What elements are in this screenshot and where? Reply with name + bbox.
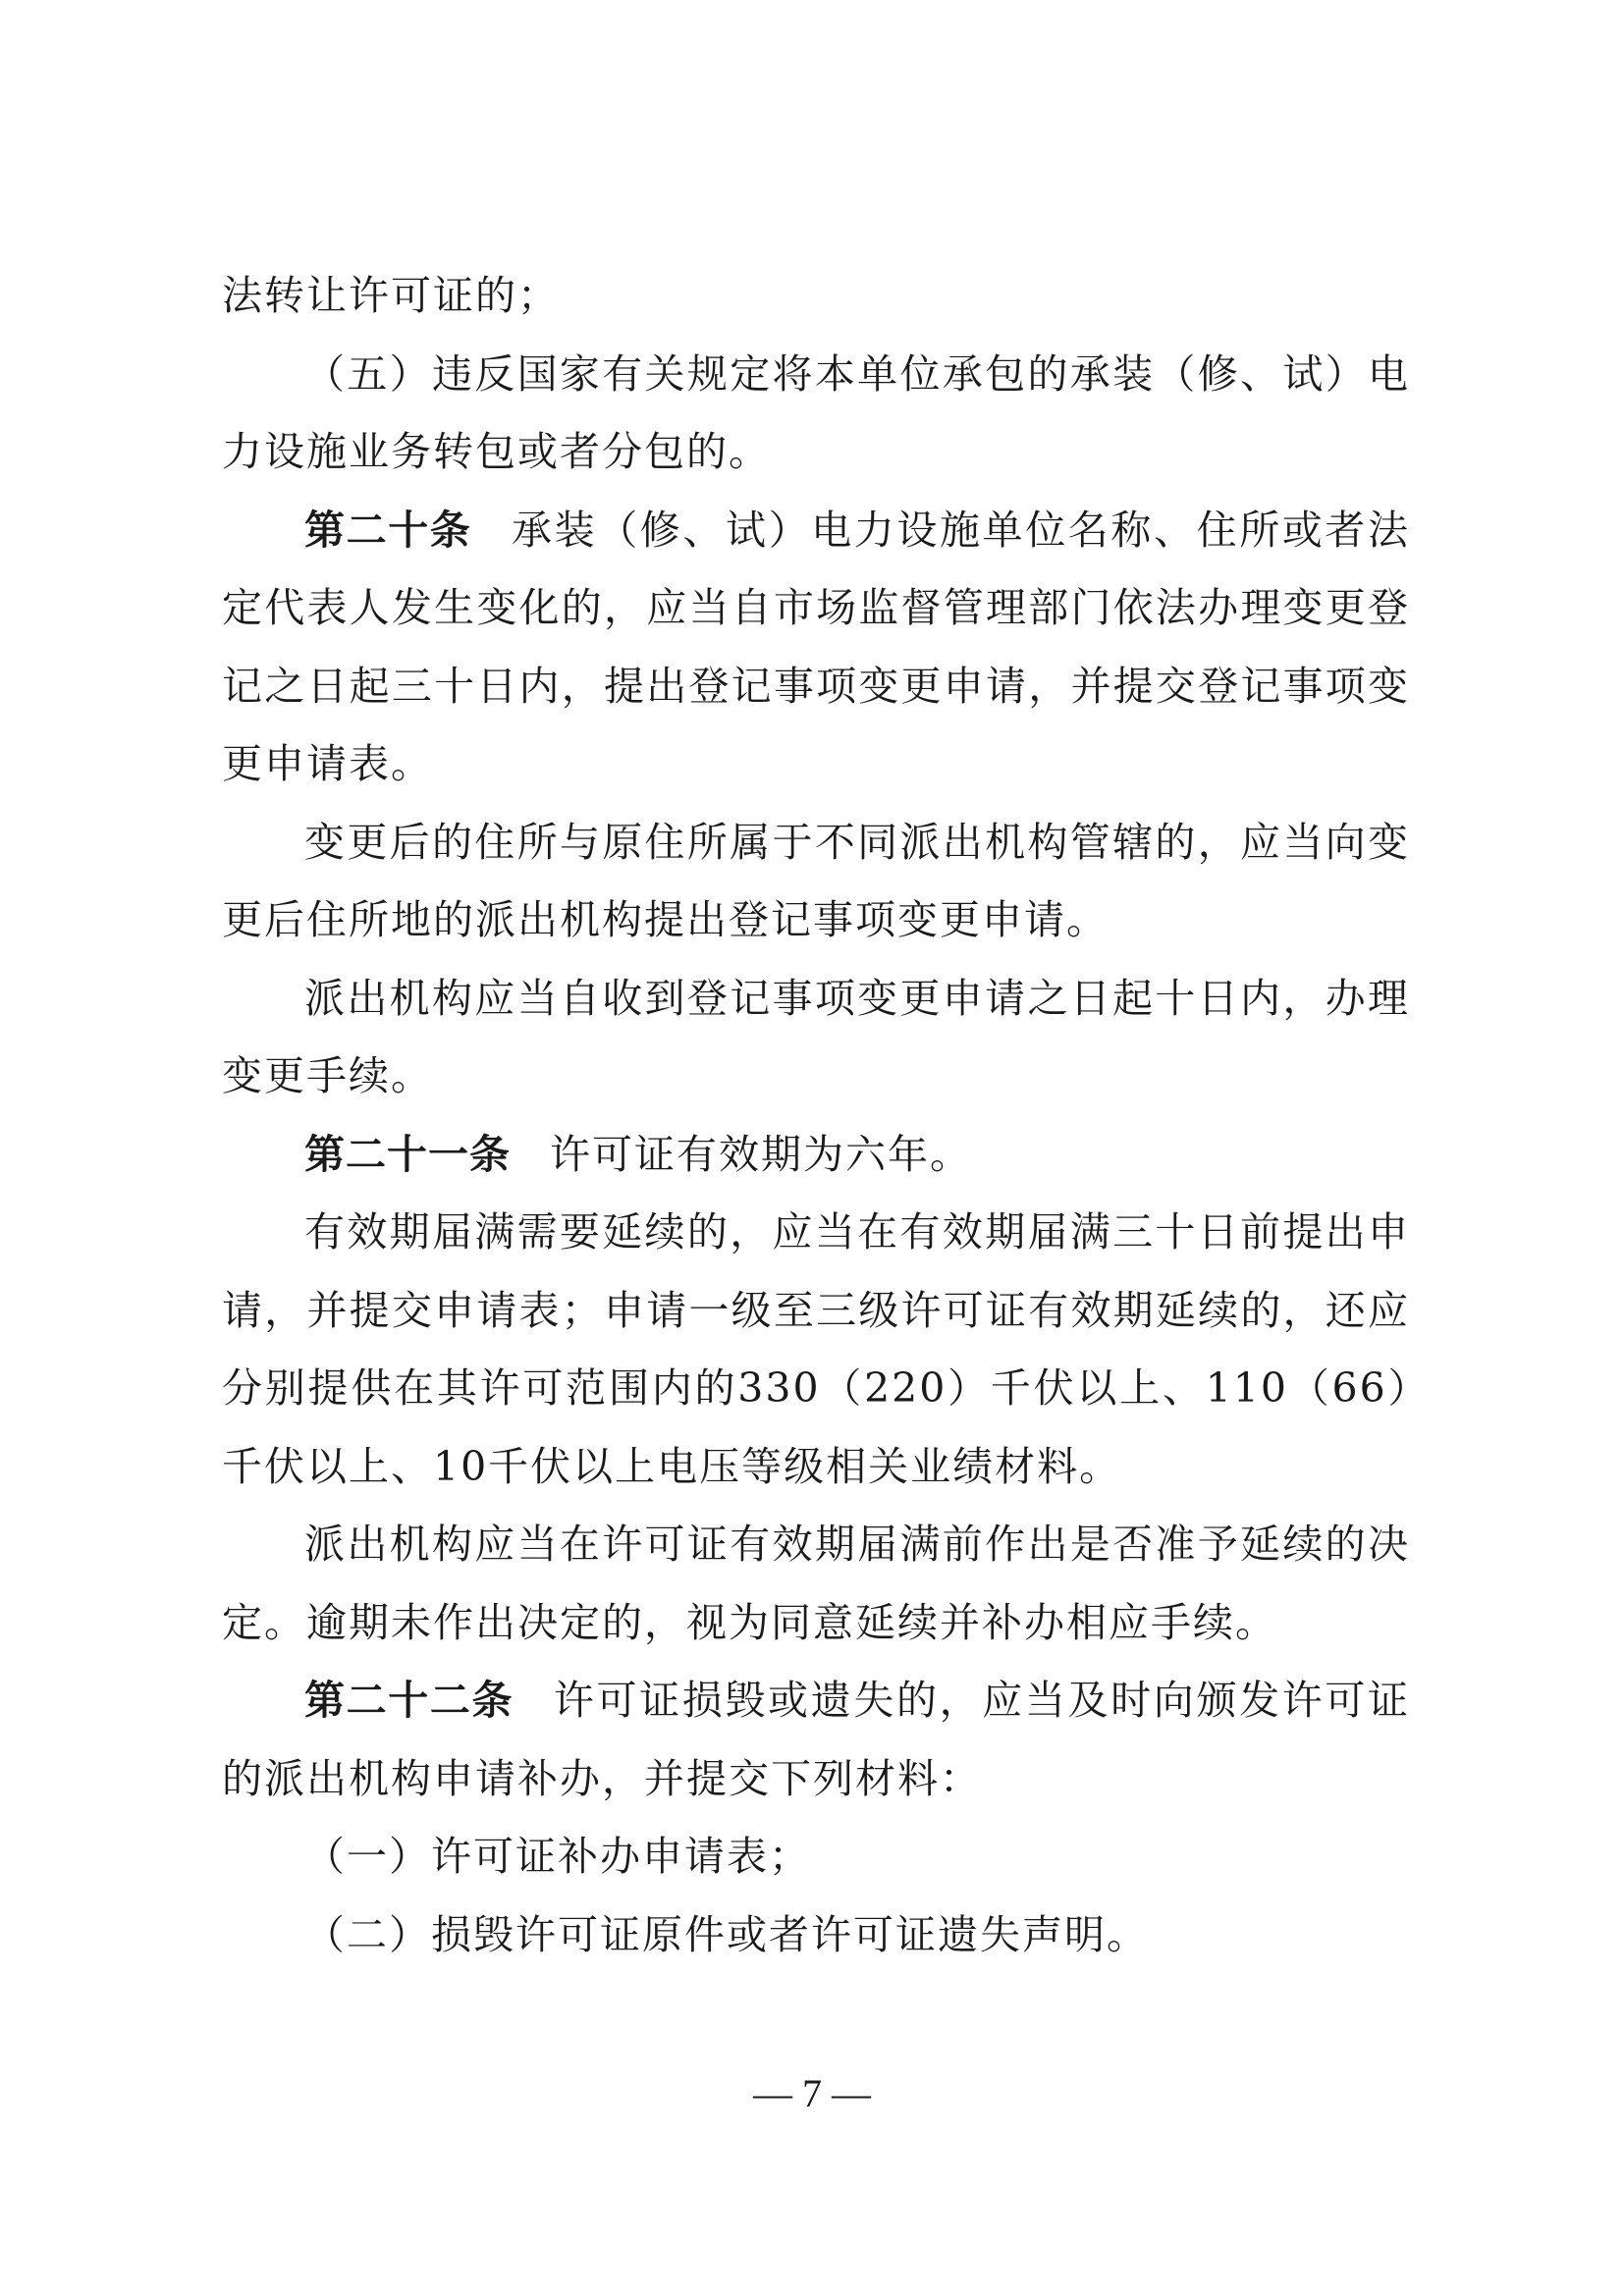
article-number: 第二十二条	[304, 1677, 514, 1724]
article-number: 第二十一条	[304, 1130, 511, 1178]
article-21	[222, 1116, 1410, 1195]
paragraph-text: 许可证损毁或遗失的，应当及时向颁发许可证的派出机构申请补办，并提交下列材料：	[222, 1677, 1411, 1802]
paragraph-text: 法转让许可证的；	[222, 272, 560, 319]
paragraph-text: 承装（修、试）电力设施单位名称、住所或者法定代表人发生变化的，应当自市场监督管理部门依法办理变更登记之日起三十日内，提出登记事项变更申请，并提交登记事项变更申请表。	[222, 506, 1411, 787]
paragraph-text: （一）许可证补办申请表；	[304, 1833, 811, 1880]
body-text	[222, 257, 1410, 1974]
paragraph-item-two	[222, 1896, 1410, 1975]
article-number: 第二十条	[304, 506, 472, 554]
paragraph-text: （五）违反国家有关规定将本单位承包的承装（修、试）电力设施业务转包或者分包的。	[222, 349, 1410, 475]
paragraph-item-five	[222, 336, 1410, 492]
article-22	[222, 1662, 1410, 1818]
paragraph-text: 有效期届满需要延续的，应当在有效期届满三十日前提出申请，并提交申请表；申请一级至三级许可证有效期延续的，还应分别提供在其许可范围内的330（220）千伏以上、110（66）千伏以上、10千伏以上电压等级相关业绩材料。	[222, 1208, 1410, 1490]
paragraph-text: 派出机构应当自收到登记事项变更申请之日起十日内，办理变更手续。	[222, 974, 1410, 1099]
page-number: — 7 —	[753, 2071, 871, 2115]
paragraph	[222, 960, 1410, 1116]
paragraph-continuation	[222, 257, 1410, 336]
paragraph	[222, 804, 1410, 960]
paragraph-item-one	[222, 1818, 1410, 1896]
article-20	[222, 492, 1410, 804]
paragraph-text: 变更后的住所与原住所属于不同派出机构管辖的，应当向变更后住所地的派出机构提出登记事项变更申请。	[222, 818, 1410, 943]
paragraph	[222, 1194, 1410, 1506]
paragraph-text: （二）损毁许可证原件或者许可证遗失声明。	[304, 1910, 1149, 1958]
paragraph	[222, 1506, 1410, 1662]
paragraph-text: 派出机构应当在许可证有效期届满前作出是否准予延续的决定。逾期未作出决定的，视为同意延续并补办相应手续。	[222, 1521, 1410, 1646]
paragraph-text: 许可证有效期为六年。	[550, 1130, 972, 1178]
